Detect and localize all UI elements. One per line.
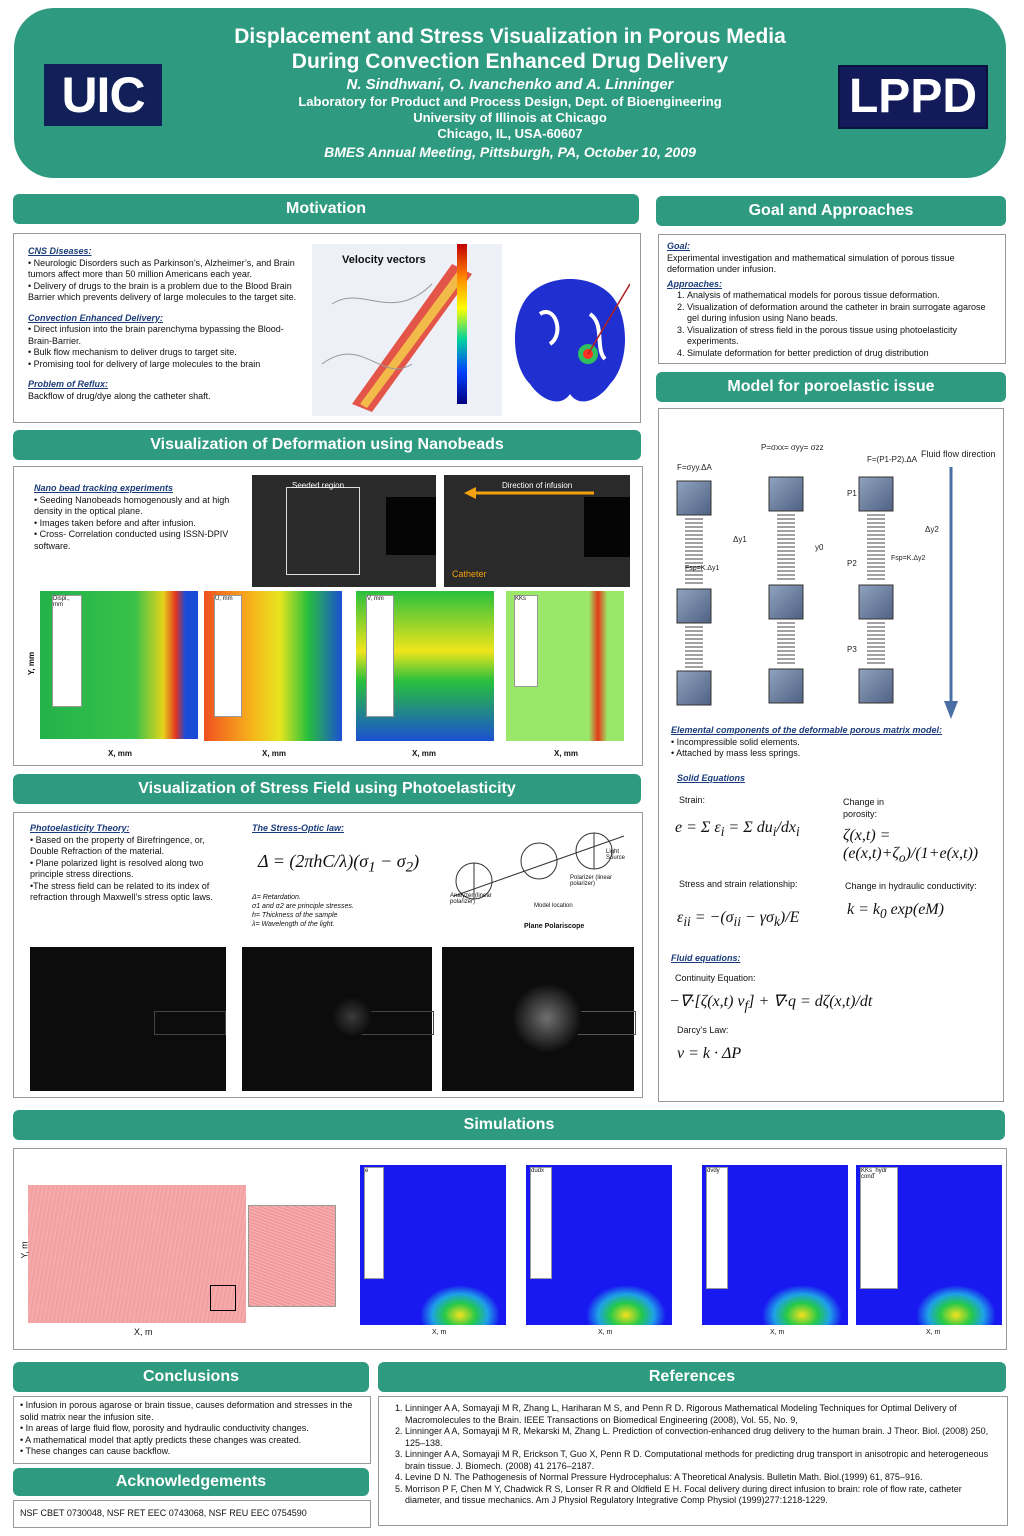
seeded-region-label: Seeded region <box>292 481 345 490</box>
hydraulic-label: Change in hydraulic conductivity: <box>845 881 977 891</box>
simulations-header: Simulations <box>13 1110 1005 1140</box>
elemental-bullet-2: • Attached by mass less springs. <box>671 748 801 758</box>
model-label-fsp2: Fsp=K.Δy2 <box>891 555 926 562</box>
stress-header: Visualization of Stress Field using Photoelasticity <box>13 774 641 804</box>
goal-header: Goal and Approaches <box>656 196 1006 226</box>
brain-slice-graphic <box>510 274 630 414</box>
catheter-outline-1 <box>154 1011 226 1035</box>
conclusions-panel <box>13 1396 371 1464</box>
polarizer-label: Polarizer (linear polarizer) <box>570 875 613 887</box>
nanobead-title: Nano bead tracking experiments <box>34 483 174 493</box>
plot-xlabel-1: X, mm <box>108 749 133 758</box>
plot-xlabel-3: X, mm <box>412 749 437 758</box>
ced-bullet-1: • Direct infusion into the brain parenchyma bypassing the Blood-Brain-Barrier. <box>28 324 284 346</box>
photoelastic-image-2 <box>242 947 432 1091</box>
motivation-text <box>28 246 298 402</box>
cns-bullet-1: • Neurologic Disorders such as Parkinson’s, Alzheimer’s, and Brain tumors affect more than 50 million Americans each year. <box>28 257 295 279</box>
direction-label: Direction of infusion <box>502 481 573 490</box>
stress-strain-equation: $\varepsilon_{ii} = -(\sigma_{ii} - \gamma\sigma_k)/E$ <box>677 909 800 930</box>
catheter-label: Catheter <box>452 569 487 579</box>
deformation-header: Visualization of Deformation using Nanobeads <box>13 430 641 460</box>
sim-xlabel-3: X, m <box>770 1329 785 1336</box>
approach-item: 1. Analysis of mathematical models for porous tissue deformation. <box>687 290 997 302</box>
velocity-colorbar <box>457 244 467 404</box>
reference-item: 4. Levine D N. The Pathogenesis of Normal Pressure Hydrocephalus: A Theoretical Analysis. Bulletin Math. Biol.(1999) 61, 875–916. <box>405 1472 997 1484</box>
model-label-p: P=σxx= σyy= σzz <box>761 443 824 452</box>
uic-logo: UIC <box>44 64 162 126</box>
model-location-label: Model location <box>534 903 573 909</box>
nanobead-text <box>34 483 244 552</box>
model-panel <box>658 408 1004 1102</box>
reference-item: 5. Morrison P F, Chen M Y, Chadwick R S, Lonser R R and Oldfield E H. Focal delivery during direct infusion to brain: role of flow rate, catheter diameter, and tissue mechanics. Am J Physiol Regulatory Integrative Comp Physiol (1999)277:1218-1229. <box>405 1484 997 1507</box>
goal-title: Goal: <box>667 241 691 251</box>
catheter-shape <box>386 497 436 555</box>
sim-xlabel-2: X, m <box>598 1329 613 1336</box>
references-header: References <box>378 1362 1006 1392</box>
hydraulic-cond-legend: KKs_hydr cond <box>860 1167 898 1289</box>
porosity-equation: $\zeta(x,t) = (e(x,t)+\zeta_o)/(1+e(x,t))$ <box>843 827 979 866</box>
model-label-p3: P3 <box>847 645 857 654</box>
conclusion-item: • A mathematical model that aptly predicts these changes was created. <box>20 1434 302 1445</box>
goal-text: Experimental investigation and mathematical simulation of porous tissue deformation under infusion. <box>667 252 955 274</box>
solid-equations-title: Solid Equations <box>677 773 746 783</box>
approaches-list <box>667 290 997 359</box>
photoelastic-image-1 <box>30 947 226 1091</box>
reference-item: 2. Linninger A A, Somayaji M R, Mekarski M, Zhang L. Prediction of convection-enhanced drug delivery to the human brain. J Theor. Biol. (2008) 250, 125–138. <box>405 1426 997 1449</box>
cns-bullet-2: • Delivery of drugs to the brain is a problem due to the Blood Brain Barrier which prevents delivery of large molecules to the target site. <box>28 280 297 302</box>
acknowledgements-header: Acknowledgements <box>13 1468 369 1496</box>
seeded-region-box <box>286 487 360 575</box>
hydraulic-equation: $k = k_0$ exp(eM) <box>847 901 944 922</box>
stress-glow-2 <box>332 997 372 1037</box>
v-legend: V, mm <box>366 595 394 717</box>
strain-equation: e = Σ $\varepsilon_i = \Sigma$ $du_i/dx_i$ <box>675 819 800 840</box>
plot-xlabel-4: X, mm <box>554 749 579 758</box>
approach-item: 2. Visualization of deformation around the catheter in brain surrogate agarose gel during infusion using Nano beads. <box>687 302 997 325</box>
elemental-text <box>671 725 997 760</box>
legend-retardation: Δ= Retardation. <box>252 894 301 901</box>
motivation-header: Motivation <box>13 194 639 224</box>
darcy-equation: v = k · ΔP <box>677 1045 742 1062</box>
continuity-label: Continuity Equation: <box>675 973 756 983</box>
dvdy-legend: dvdy <box>706 1167 728 1289</box>
piv-plots <box>26 589 626 761</box>
nanobead-bullet-1: • Seeding Nanobeads homogenously and at high density in the optical plane. <box>34 494 230 516</box>
authors: N. Sindhwani, O. Ivanchenko and A. Linninger <box>346 76 674 93</box>
goal-panel <box>658 234 1006 364</box>
u-legend: U, mm <box>214 595 242 717</box>
approach-item: 3. Visualization of stress field in the porous tissue using photoelasticity experiments. <box>687 325 997 348</box>
model-label-f2: F=(P1-P2).ΔA <box>867 455 918 464</box>
motivation-panel <box>13 233 641 423</box>
legend-wavelength: λ= Wavelength of the light. <box>252 921 335 928</box>
approaches-title: Approaches: <box>667 278 723 289</box>
reflux-text: Backflow of drug/dye along the catheter shaft. <box>28 390 211 401</box>
polariscope-caption: Plane Polariscope <box>524 923 585 930</box>
legend-thickness: h= Thickness of the sample <box>252 912 338 919</box>
model-label-fsp1: Fsp=K.Δy1 <box>685 565 720 572</box>
ced-bullet-2: • Bulk flow mechanism to deliver drugs to target site. <box>28 347 237 357</box>
reference-item: 3. Linninger A A, Somayaji M R, Erickson T, Guo X, Penn R D. Computational methods for predicting drug transport in anisotropic and heterogeneous brain tissue. J. Biomech. (2008) 41 2176–2187. <box>405 1449 997 1472</box>
catheter-shape-2 <box>584 497 630 557</box>
elemental-bullet-1: • Incompressible solid elements. <box>671 736 800 747</box>
mesh-zoom-plot <box>248 1205 336 1307</box>
acknowledgements-text: NSF CBET 0730048, NSF RET EEC 0743068, NSF REU EEC 0754590 <box>20 1508 307 1518</box>
light-source-label: Light Source <box>606 849 626 861</box>
nanobead-bullet-3: • Cross- Correlation conducted using ISSN-DPIV software. <box>34 529 229 551</box>
conclusion-item: • These changes can cause backflow. <box>20 1446 171 1456</box>
velocity-vectors-figure <box>312 244 502 416</box>
reflux-title: Problem of Reflux: <box>28 379 109 389</box>
photo-bullet-2: • Plane polarized light is resolved along two principle stress directions. <box>30 857 204 879</box>
photo-bullet-1: • Based on the property of Birefringence, or, Double Refraction of the material. <box>30 834 205 856</box>
strain-label: Strain: <box>679 795 706 805</box>
analyzer-label: Analyzer (linear polarizer) <box>450 893 492 905</box>
stress-strain-label: Stress and strain relationship: <box>679 879 798 889</box>
nanobead-bullet-2: • Images taken before and after infusion. <box>34 517 196 528</box>
poster-title-line1: Displacement and Stress Visualization in Porous Media <box>234 25 786 48</box>
displacement-legend: Displ., mm <box>52 595 82 707</box>
brain-slice-figure <box>510 274 630 414</box>
cns-title: CNS Diseases: <box>28 246 92 256</box>
seeded-image <box>252 475 436 587</box>
porosity-label: Change in porosity: <box>843 797 885 819</box>
stress-optic-equation: $\Delta = (2\pi hC/\lambda)(\sigma_1 - \sigma_2)$ <box>258 851 420 876</box>
plot-xlabel-2: X, mm <box>262 749 287 758</box>
model-label-flow: Fluid flow direction <box>921 449 996 459</box>
dudx-legend: dudx <box>530 1167 552 1279</box>
photoelasticity-title: Photoelasticity Theory: <box>30 823 130 833</box>
affiliation-city: Chicago, IL, USA-60607 <box>437 126 583 141</box>
mesh-xlabel: X, m <box>134 1327 153 1337</box>
conclusion-item: • Infusion in porous agarose or brain tissue, causes deformation and stresses in the solid matrix near the infusion site. <box>20 1400 353 1422</box>
mesh-zoom-box <box>210 1285 236 1311</box>
strain-e-legend: e <box>364 1167 384 1279</box>
affiliation-university: University of Illinois at Chicago <box>413 110 607 125</box>
ced-title: Convection Enhanced Delivery: <box>28 312 164 323</box>
spring-model-diagram <box>665 437 1001 727</box>
stress-optic-title: The Stress-Optic law: <box>252 823 345 833</box>
model-label-p1: P1 <box>847 489 857 498</box>
model-label-dy2: Δy2 <box>925 525 939 534</box>
photo-bullet-3: •The stress field can be related to its index of refraction through Maxwell’s stress optic laws. <box>30 880 213 902</box>
references-panel <box>378 1396 1008 1526</box>
affiliation-lab: Laboratory for Product and Process Design, Dept. of Bioengineering <box>298 94 722 109</box>
ced-bullet-3: • Promising tool for delivery of large molecules to the brain <box>28 358 261 369</box>
mesh-ylabel: Y, m <box>19 1241 30 1259</box>
velocity-vectors-title: Velocity vectors <box>342 254 426 266</box>
sim-xlabel-1: X, m <box>432 1329 447 1336</box>
model-label-p2: P2 <box>847 559 857 568</box>
references-list <box>379 1397 1007 1507</box>
model-label-dy1: Δy1 <box>733 535 747 544</box>
darcy-label: Darcy’s Law: <box>677 1025 729 1035</box>
model-label-y0: y0 <box>815 543 824 552</box>
deformation-panel <box>13 466 643 766</box>
simulations-panel <box>13 1148 1007 1350</box>
kks-legend: KKs <box>514 595 538 687</box>
stress-glow-3 <box>512 983 582 1053</box>
elemental-title: Elemental components of the deformable porous matrix model: <box>671 725 943 735</box>
conclusion-item: • In areas of large fluid flow, porosity and hydraulic conductivity changes. <box>20 1423 309 1433</box>
legend-stresses: σ1 and σ2 are principle stresses. <box>252 903 354 910</box>
model-header: Model for poroelastic issue <box>656 372 1006 402</box>
continuity-equation: −∇·[ζ(x,t) $v_f] + \nabla\cdot q = d\zeta(x,t)/dt$ <box>669 993 873 1014</box>
approach-item: 4. Simulate deformation for better prediction of drug distribution <box>687 348 997 360</box>
stress-panel <box>13 812 643 1098</box>
model-label-f1: F=σyy.ΔA <box>677 463 712 472</box>
sim-xlabel-4: X, m <box>926 1329 941 1336</box>
velocity-field-graphic <box>312 244 502 416</box>
lppd-logo: LPPD <box>838 65 988 129</box>
fluid-equations-title: Fluid equations: <box>671 953 741 963</box>
conclusions-header: Conclusions <box>13 1362 369 1392</box>
poster-title-line2: During Convection Enhanced Drug Delivery <box>291 50 729 73</box>
reference-item: 1. Linninger A A, Somayaji M R, Zhang L, Hariharan M S, and Penn R D. Rigorous Mathematical Modeling Techniques for Optimal Delivery of Macromolecules to the Brain. IEEE Transactions on Biomedical Engineering (2008), Vol. 55, No. 9, <box>405 1403 997 1426</box>
acknowledgements-panel <box>13 1500 371 1528</box>
photoelastic-image-3 <box>442 947 634 1091</box>
photoelasticity-text <box>30 823 230 904</box>
stress-optic-legend <box>252 893 354 929</box>
plot-ylabel: Y, mm <box>27 651 37 676</box>
conference-line: BMES Annual Meeting, Pittsburgh, PA, October 10, 2009 <box>324 144 696 160</box>
